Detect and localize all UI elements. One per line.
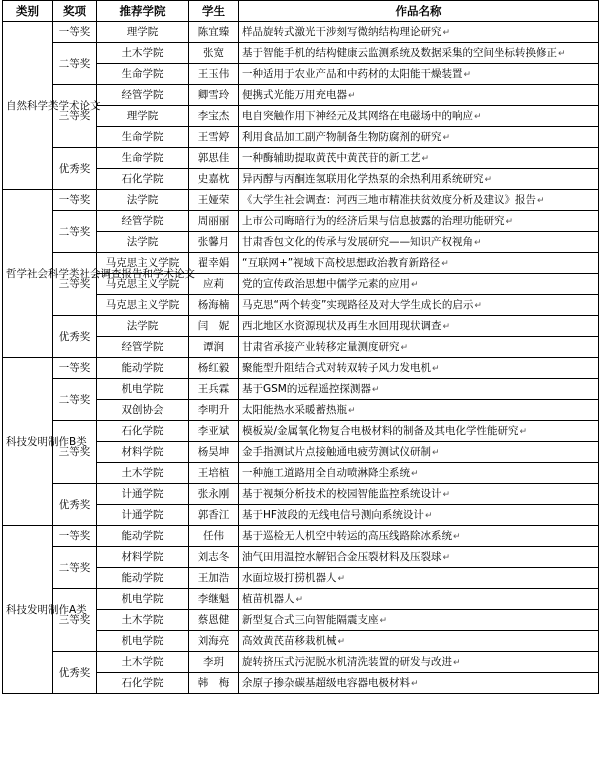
header-row — [3, 1, 599, 22]
paragraph-return-icon: ↵ — [411, 468, 419, 479]
paragraph-return-icon: ↵ — [463, 69, 472, 80]
student-cell: 谭润 — [189, 337, 239, 358]
paragraph-return-icon: ↵ — [348, 90, 356, 101]
college-cell: 双创协会 — [97, 400, 189, 421]
college-cell: 理学院 — [97, 22, 189, 43]
table-row — [3, 652, 599, 673]
title-cell — [239, 190, 599, 211]
student-cell: 任伟 — [189, 526, 239, 547]
title-text: “互联网+”视域下高校思想政治教育新路径 — [242, 256, 441, 269]
title-text: 一种适用于农业产品和中药材的太阳能干燥装置 — [242, 67, 463, 80]
paragraph-return-icon: ↵ — [474, 300, 482, 311]
student-cell: 闫 妮 — [189, 316, 239, 337]
award-cell: 优秀奖 — [53, 652, 97, 694]
title-text: 基于视频分析技术的校园智能监控系统设计 — [242, 487, 442, 500]
award-cell: 优秀奖 — [53, 316, 97, 358]
college-cell: 计通学院 — [97, 484, 189, 505]
paragraph-return-icon: ↵ — [400, 342, 409, 353]
paragraph-return-icon: ↵ — [484, 174, 493, 185]
paragraph-return-icon: ↵ — [379, 615, 388, 626]
table-row — [3, 358, 599, 379]
title-cell — [239, 148, 599, 169]
title-cell — [239, 127, 599, 148]
table-row — [3, 22, 599, 43]
student-cell: 李宝杰 — [189, 106, 239, 127]
college-cell: 能动学院 — [97, 526, 189, 547]
paragraph-return-icon: ↵ — [432, 447, 440, 458]
title-text: 样品旋转式激光干涉刻写微纳结构理论研究 — [242, 25, 442, 38]
student-cell: 韩 梅 — [189, 673, 239, 694]
paragraph-return-icon: ↵ — [337, 636, 346, 647]
award-cell: 一等奖 — [53, 22, 97, 43]
student-cell: 翟幸娟 — [189, 253, 239, 274]
paragraph-return-icon: ↵ — [337, 573, 346, 584]
college-cell: 材料学院 — [97, 442, 189, 463]
table-row — [3, 421, 599, 442]
table-row — [3, 526, 599, 547]
award-cell: 二等奖 — [53, 211, 97, 253]
title-cell — [239, 589, 599, 610]
title-text: 余原子掺杂碳基超级电容器电极材料 — [242, 676, 410, 689]
category-cell: 自然科学类学术论文 — [3, 22, 53, 190]
table-row — [3, 589, 599, 610]
paragraph-return-icon: ↵ — [348, 405, 356, 416]
title-cell — [239, 232, 599, 253]
title-cell — [239, 484, 599, 505]
student-cell: 郭香江 — [189, 505, 239, 526]
title-text: 基于智能手机的结构健康云监测系统及数据采集的空间坐标转换修正 — [242, 46, 557, 59]
title-cell — [239, 358, 599, 379]
award-cell: 二等奖 — [53, 43, 97, 85]
college-cell: 马克思主义学院 — [97, 274, 189, 295]
student-cell: 杨海楠 — [189, 295, 239, 316]
title-cell — [239, 85, 599, 106]
college-cell: 机电学院 — [97, 589, 189, 610]
title-cell — [239, 463, 599, 484]
paragraph-return-icon: ↵ — [424, 510, 433, 521]
category-cell: 科技发明制作A类 — [3, 526, 53, 694]
title-cell — [239, 295, 599, 316]
award-cell: 优秀奖 — [53, 484, 97, 526]
title-cell — [239, 610, 599, 631]
title-text: 马克思“两个转变”实现路径及对大学生成长的启示 — [242, 298, 474, 311]
title-cell — [239, 505, 599, 526]
college-cell: 经管学院 — [97, 211, 189, 232]
title-text: 新型复合式三向智能隔震支座 — [242, 613, 379, 626]
paragraph-return-icon: ↵ — [558, 48, 566, 59]
title-text: 水面垃圾打捞机器人 — [242, 571, 337, 584]
paragraph-return-icon: ↵ — [442, 27, 451, 38]
student-cell: 李玥 — [189, 652, 239, 673]
title-cell — [239, 673, 599, 694]
title-cell — [239, 631, 599, 652]
college-cell: 马克思主义学院 — [97, 295, 189, 316]
award-cell: 三等奖 — [53, 589, 97, 652]
title-cell — [239, 379, 599, 400]
paragraph-return-icon: ↵ — [421, 153, 430, 164]
title-cell — [239, 652, 599, 673]
title-text: 《大学生社会调查：河西三地市精准扶贫效度分析及建议》报告 — [242, 193, 536, 206]
college-cell: 土木学院 — [97, 463, 189, 484]
title-text: 甘肃省承接产业转移定量测度研究 — [242, 340, 400, 353]
title-text: 利用食品加工副产物制备生物防腐剂的研究 — [242, 130, 442, 143]
student-cell: 杨红毅 — [189, 358, 239, 379]
paragraph-return-icon: ↵ — [441, 258, 449, 269]
table-row — [3, 316, 599, 337]
title-text: 电自突触作用下神经元及其网络在电磁场中的响应 — [242, 109, 473, 122]
title-text: 便携式光能万用充电器 — [242, 88, 347, 101]
paragraph-return-icon: ↵ — [411, 678, 419, 689]
award-cell: 优秀奖 — [53, 148, 97, 190]
college-cell: 能动学院 — [97, 358, 189, 379]
student-cell: 李继魁 — [189, 589, 239, 610]
college-cell: 生命学院 — [97, 127, 189, 148]
college-cell: 经管学院 — [97, 337, 189, 358]
student-cell: 史嘉枕 — [189, 169, 239, 190]
award-cell: 三等奖 — [53, 421, 97, 484]
student-cell: 王玉伟 — [189, 64, 239, 85]
title-cell — [239, 547, 599, 568]
table-row — [3, 484, 599, 505]
title-cell — [239, 64, 599, 85]
title-text: 基于HF波段的无线电信号测向系统设计 — [242, 508, 424, 521]
paragraph-return-icon: ↵ — [474, 111, 482, 122]
college-cell: 能动学院 — [97, 568, 189, 589]
paragraph-return-icon: ↵ — [453, 531, 461, 542]
paragraph-return-icon: ↵ — [432, 363, 440, 374]
college-cell: 理学院 — [97, 106, 189, 127]
college-cell: 石化学院 — [97, 421, 189, 442]
table-row — [3, 190, 599, 211]
college-cell: 石化学院 — [97, 673, 189, 694]
paragraph-return-icon: ↵ — [442, 132, 451, 143]
student-cell: 应莉 — [189, 274, 239, 295]
student-cell: 陈宜臻 — [189, 22, 239, 43]
header-student: 学生 — [189, 1, 239, 22]
paragraph-return-icon: ↵ — [442, 321, 451, 332]
award-cell: 二等奖 — [53, 379, 97, 421]
title-cell — [239, 568, 599, 589]
title-cell — [239, 106, 599, 127]
title-cell — [239, 421, 599, 442]
student-cell: 周丽丽 — [189, 211, 239, 232]
paragraph-return-icon: ↵ — [295, 594, 304, 605]
student-cell: 王培植 — [189, 463, 239, 484]
college-cell: 土木学院 — [97, 610, 189, 631]
student-cell: 刘志冬 — [189, 547, 239, 568]
student-cell: 刘海亮 — [189, 631, 239, 652]
title-cell — [239, 22, 599, 43]
title-text: 旋转挤压式污泥脱水机清洗装置的研发与改进 — [242, 655, 452, 668]
student-cell: 王加浩 — [189, 568, 239, 589]
title-cell — [239, 274, 599, 295]
paragraph-return-icon: ↵ — [411, 279, 419, 290]
paragraph-return-icon: ↵ — [442, 552, 451, 563]
title-cell — [239, 526, 599, 547]
title-cell — [239, 43, 599, 64]
student-cell: 李亚斌 — [189, 421, 239, 442]
award-cell: 三等奖 — [53, 253, 97, 316]
title-text: 太阳能热水采暖蓄热瓶 — [242, 403, 347, 416]
college-cell: 生命学院 — [97, 148, 189, 169]
college-cell: 法学院 — [97, 190, 189, 211]
award-cell: 二等奖 — [53, 547, 97, 589]
college-cell: 材料学院 — [97, 547, 189, 568]
paragraph-return-icon: ↵ — [519, 426, 528, 437]
student-cell: 李明升 — [189, 400, 239, 421]
college-cell: 石化学院 — [97, 169, 189, 190]
student-cell: 张馨月 — [189, 232, 239, 253]
title-text: 聚能型升阻结合式对转双转子风力发电机 — [242, 361, 431, 374]
student-cell: 王娅荣 — [189, 190, 239, 211]
title-cell — [239, 316, 599, 337]
title-cell — [239, 442, 599, 463]
student-cell: 郭思佳 — [189, 148, 239, 169]
title-cell — [239, 211, 599, 232]
paragraph-return-icon: ↵ — [371, 384, 380, 395]
student-cell: 王兵霖 — [189, 379, 239, 400]
paragraph-return-icon: ↵ — [474, 237, 482, 248]
table-body — [3, 22, 599, 694]
student-cell: 蔡恩健 — [189, 610, 239, 631]
college-cell: 生命学院 — [97, 64, 189, 85]
title-cell — [239, 169, 599, 190]
header-category: 类别 — [3, 1, 53, 22]
title-cell — [239, 337, 599, 358]
title-text: 植苗机器人 — [242, 592, 295, 605]
title-text: 一种酶辅助提取黄芪中黄芪苷的新工艺 — [242, 151, 421, 164]
college-cell: 法学院 — [97, 232, 189, 253]
awards-table — [2, 0, 599, 694]
student-cell: 杨昊坤 — [189, 442, 239, 463]
table-row — [3, 211, 599, 232]
paragraph-return-icon: ↵ — [442, 489, 451, 500]
college-cell: 计通学院 — [97, 505, 189, 526]
title-text: 西北地区水资源现状及再生水回用现状调查 — [242, 319, 442, 332]
title-text: 甘肃香包文化的传承与发展研究——知识产权视角 — [242, 235, 473, 248]
title-text: 异丙醇与丙酮连氢联用化学热泵的余热利用系统研究 — [242, 172, 484, 185]
student-cell: 张宽 — [189, 43, 239, 64]
title-text: 上市公司晦暗行为的经济后果与信息披露的治理功能研究 — [242, 214, 505, 227]
college-cell: 土木学院 — [97, 652, 189, 673]
award-cell: 一等奖 — [53, 358, 97, 379]
paragraph-return-icon: ↵ — [537, 195, 545, 206]
category-cell: 科技发明制作B类 — [3, 358, 53, 526]
title-text: 党的宣传政治思想中儒学元素的应用 — [242, 277, 410, 290]
title-cell — [239, 400, 599, 421]
header-award: 奖项 — [53, 1, 97, 22]
student-cell: 张永刚 — [189, 484, 239, 505]
table-row — [3, 547, 599, 568]
title-text: 高效黄芪苗移栽机械 — [242, 634, 337, 647]
college-cell: 马克思主义学院 — [97, 253, 189, 274]
table-row — [3, 43, 599, 64]
award-cell: 三等奖 — [53, 85, 97, 148]
college-cell: 法学院 — [97, 316, 189, 337]
table-row — [3, 148, 599, 169]
student-cell: 王雪婷 — [189, 127, 239, 148]
header-college: 推荐学院 — [97, 1, 189, 22]
title-text: 基于GSM的远程遥控探测器 — [242, 382, 371, 395]
college-cell: 土木学院 — [97, 43, 189, 64]
award-cell: 一等奖 — [53, 190, 97, 211]
title-cell — [239, 253, 599, 274]
college-cell: 机电学院 — [97, 379, 189, 400]
category-cell: 哲学社会科学类社会调查报告和学术论文 — [3, 190, 53, 358]
table-row — [3, 379, 599, 400]
title-text: 一种施工道路用全自动喷淋降尘系统 — [242, 466, 410, 479]
award-cell: 一等奖 — [53, 526, 97, 547]
title-text: 金手指测试片点接触通电疲劳测试仪研制 — [242, 445, 431, 458]
student-cell: 卿雪玲 — [189, 85, 239, 106]
college-cell: 经管学院 — [97, 85, 189, 106]
paragraph-return-icon: ↵ — [505, 216, 514, 227]
title-text: 基于巡检无人机空中转运的高压线路除冰系统 — [242, 529, 452, 542]
paragraph-return-icon: ↵ — [453, 657, 461, 668]
header-title: 作品名称 — [239, 1, 599, 22]
title-text: 模板炭/金属氧化物复合电极材料的制备及其电化学性能研究 — [242, 424, 519, 437]
college-cell: 机电学院 — [97, 631, 189, 652]
title-text: 油气田用温控水解铝合金压裂材料及压裂球 — [242, 550, 442, 563]
